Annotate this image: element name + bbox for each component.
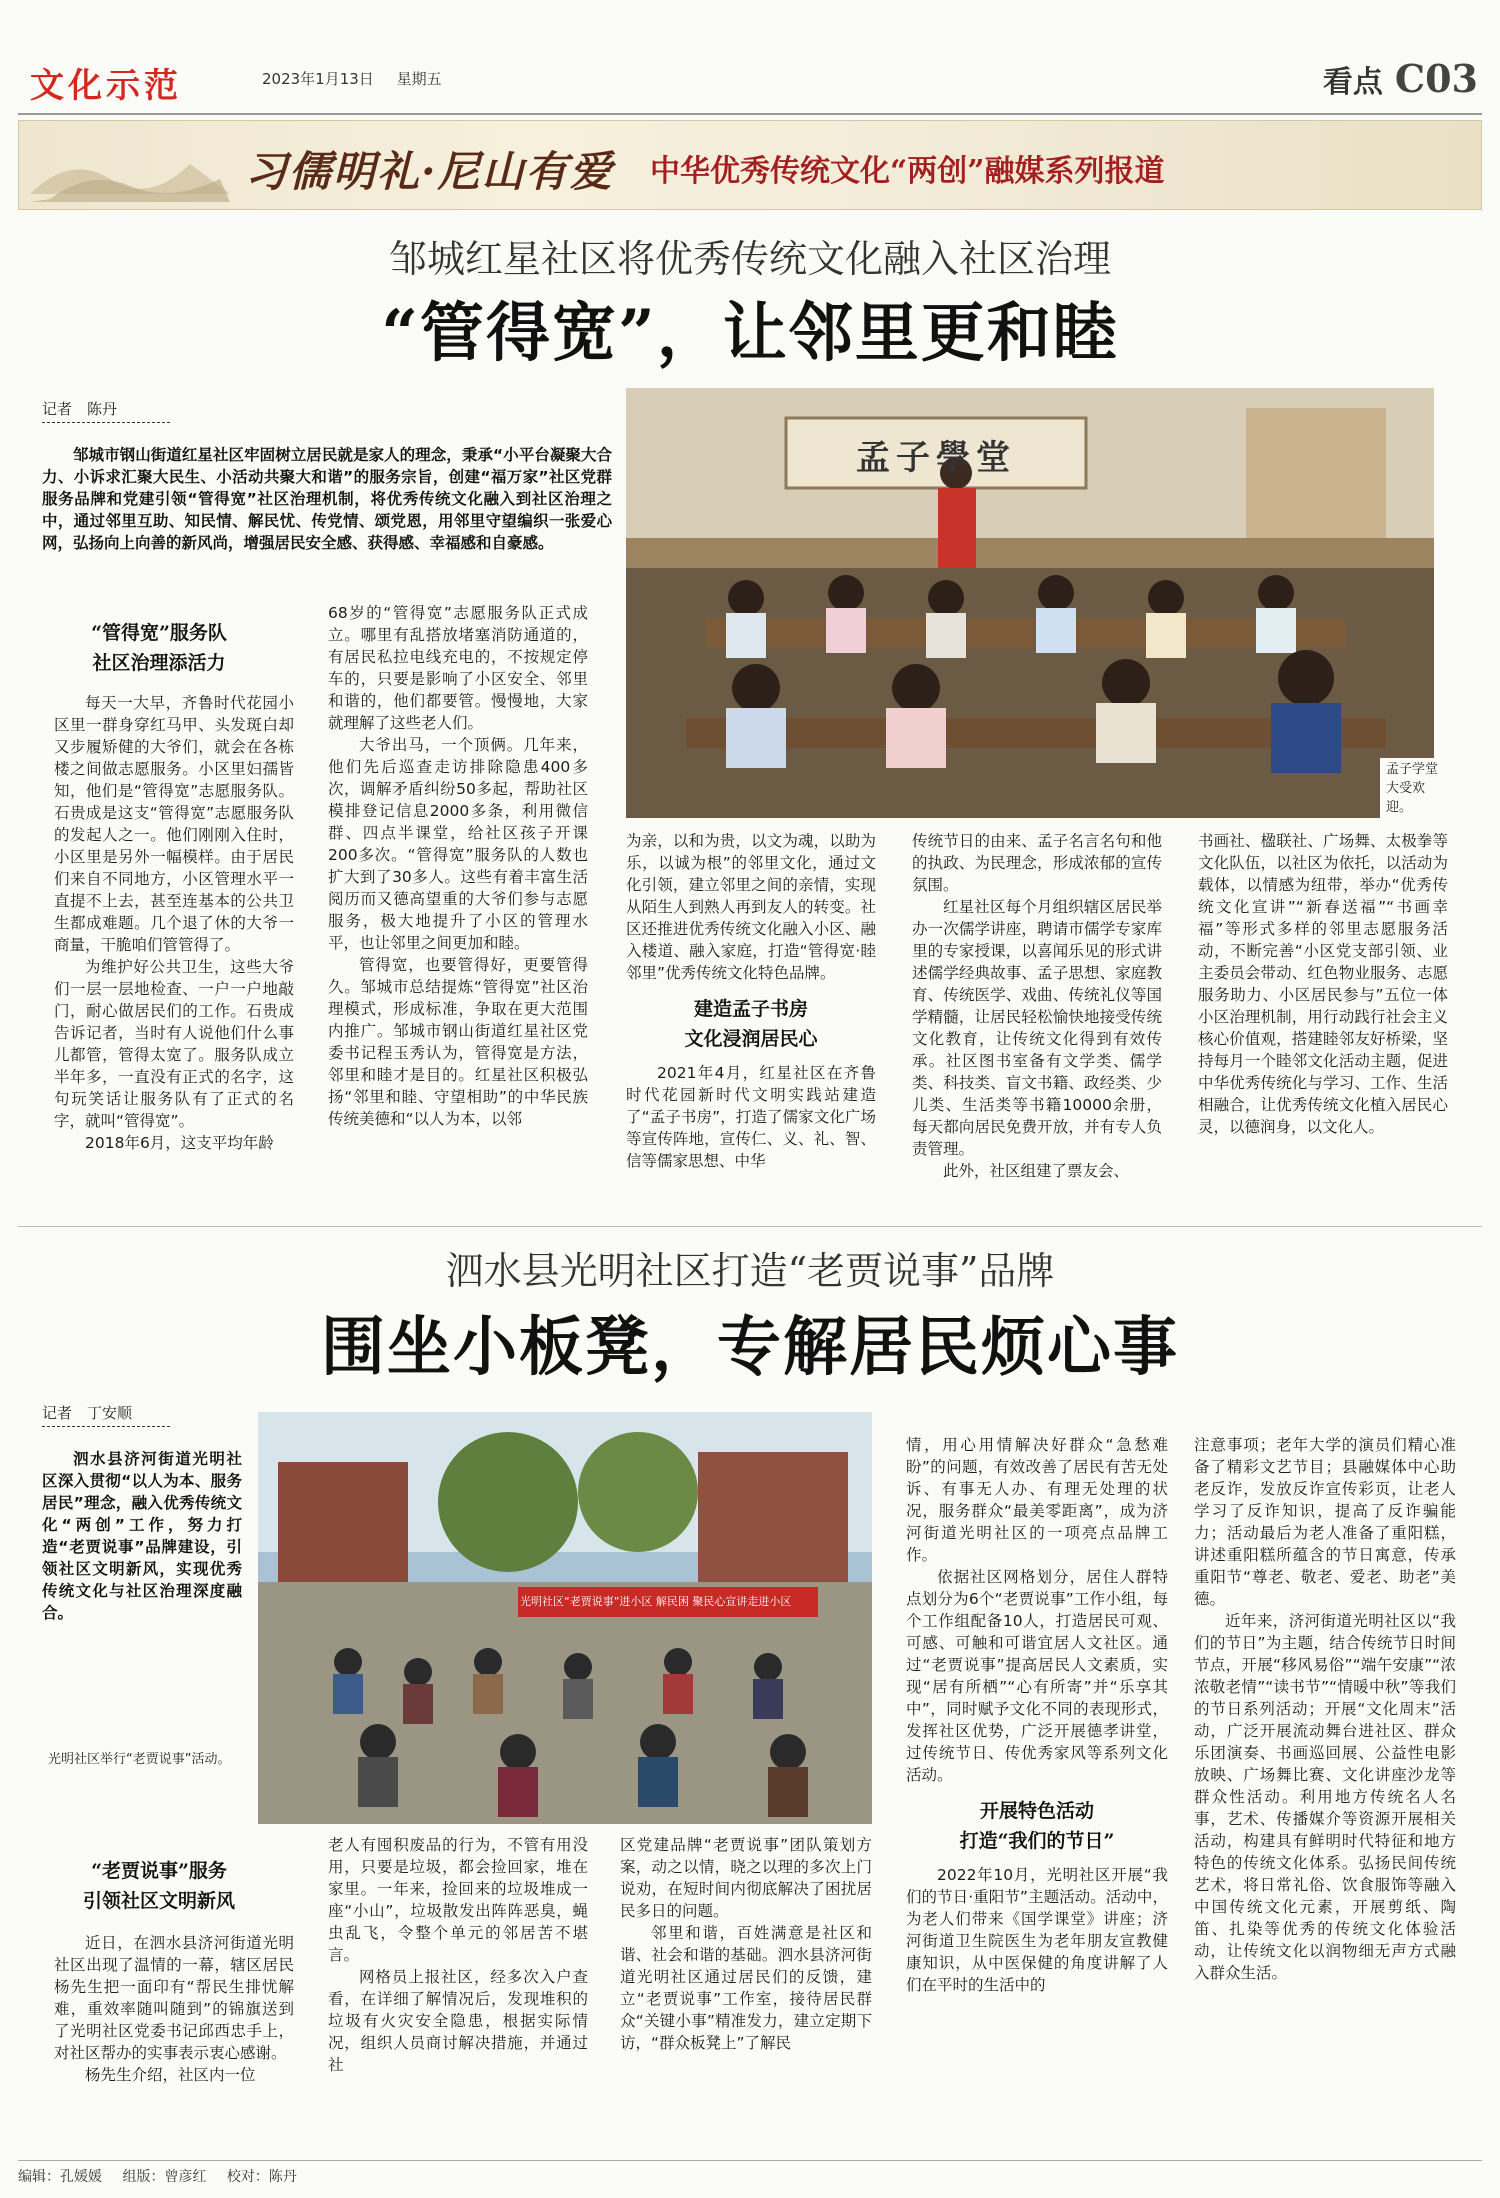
article1-lead: 邹城市钢山街道红星社区牢固树立居民就是家人的理念，秉承“小平台凝聚大合力、小诉求汇聚大民生、小活动共聚大和谐”的服务宗旨，创建“福万家”社区党群服务品牌和党建引领“管得宽”社区治理机制，将优秀传统文化融入到社区治理之中，通过邻里互助、知民情、解民忧、传党情、颂党恩，用邻里守望编织一张爱心网，弘扬向上向善的新风尚，增强居民安全感、获得感、幸福感和自豪感。 [42, 446, 612, 552]
paragraph: 区党建品牌“老贾说事”团队策划方案，动之以情，晓之以理的多次上门说劝，在短时间内彻底解决了困扰居民多日的问题。 [620, 1836, 872, 1920]
photo2-caption: 光明社区举行“老贾说事”活动。 [48, 1752, 231, 1767]
paragraph: 为维护好公共卫生，这些大爷们一层一层地检查、一户一户地敲门，耐心做居民们的工作。石贵成告诉记者，当时有人说他们什么事儿都管，管得太宽了。服务队成立半年多，一直没有正式的名字，这句玩笑话让服务队有了正式的名字，就叫“管得宽”。 [54, 958, 294, 1130]
community-gathering-photo-image [258, 1412, 872, 1824]
paragraph: 每天一大早，齐鲁时代花园小区里一群身穿红马甲、头发斑白却又步履矫健的大爷们，就会在各栋楼之间做志愿服务。小区里妇孺皆知，他们是“管得宽”志愿服务队。石贵成是这支“管得宽”志愿服务队的发起人之一。他们刚刚入住时，小区里是另外一幅模样。由于居民们来自不同地方，小区管理水平一直提不上去，甚至连基本的公共卫生都成难题。几个退了休的大爷一商量，干脆咱们管管得了。 [54, 694, 294, 954]
paragraph: 情，用心用情解决好群众“急愁难盼”的问题，有效改善了居民有苦无处诉、有事无人办、有理无处理的状况，服务群众“最美零距离”，成为济河街道光明社区的一项亮点品牌工作。 [906, 1436, 1168, 1564]
subhead1-line1: “老贾说事”服务 [91, 1860, 227, 1882]
section-label: 看点 [1322, 65, 1383, 100]
subhead2-line1: 开展特色活动 [979, 1800, 1094, 1822]
article2-col4 [1194, 1434, 1456, 2154]
article2-byline: 记者 丁安顺 [42, 1404, 133, 1422]
paragraph: 杨先生介绍，社区内一位 [85, 2066, 256, 2084]
credits-footer [18, 2166, 313, 2186]
article1-col2 [328, 602, 588, 1212]
paragraph: 2022年10月，光明社区开展“我们的节日·重阳节”主题活动。活动中，为老人们带来《国学课堂》讲座；济河街道卫生院医生为老年朋友宣教健康知识，从中医保健的角度讲解了人们在平时的生活中的 [906, 1866, 1168, 1994]
subhead1-line1: “管得宽”服务队 [91, 622, 227, 644]
paragraph: 注意事项；老年大学的演员们精心准备了精彩文艺节目；县融媒体中心助老反诈，发放反诈宣传彩页，让老人学习了反诈知识，提高了反诈骗能力；活动最后为老人准备了重阳糕，讲述重阳糕所蕴含的节日寓意，传承重阳节“尊老、敬老、爱老、助老”美德。 [1194, 1436, 1456, 1608]
paragraph: 邻里和谐，百姓满意是社区和谐、社会和谐的基础。泗水县济河街道光明社区通过居民们的反馈，建立“老贾说事”工作室，接待居民群众“关键小事”精准发力，建立定期下访，“群众板凳上”了解民 [620, 1924, 872, 2052]
article1-kicker: 邹城红星社区将优秀传统文化融入社区治理 [388, 237, 1111, 281]
photo-sign-text: 孟子學堂 [856, 438, 1016, 478]
banner-slogan: 习儒明礼·尼山有爱 [245, 147, 614, 196]
subhead1-line2: 社区治理添活力 [92, 652, 226, 674]
photo1-caption: 孟子学堂大受欢迎。 [1380, 758, 1440, 819]
section-divider [18, 1226, 1482, 1227]
classroom-photo [626, 388, 1434, 818]
article2-kicker: 泗水县光明社区打造“老贾说事”品牌 [445, 1249, 1055, 1293]
paragraph: 大爷出马，一个顶俩。几年来，他们先后巡查走访排除隐患400多次，调解矛盾纠纷50多起，帮助社区模排登记信息2000多条，利用微信群、四点半课堂，给社区孩子开课200多次。“管得宽”服务队的人数也扩大到了30多人。这些有着丰富生活阅历而又德高望重的大爷们参与志愿服务，极大地提升了小区的管理水平，也让邻里之间更加和睦。 [328, 736, 588, 952]
editor-credit: 编辑：孔媛媛 [18, 2169, 102, 2185]
byline-divider [42, 422, 170, 423]
article2-lead: 泗水县济河街道光明社区深入贯彻“以人为本、服务居民”理念，融入优秀传统文化“两创”工作，努力打造“老贾说事”品牌建设，引领社区文明新风，实现优秀传统文化与社区治理深度融合。 [42, 1450, 242, 1622]
weekday-text: 星期五 [396, 70, 442, 88]
issue-date [262, 68, 460, 89]
paragraph: 近日，在泗水县济河街道光明社区出现了温情的一幕，辖区居民杨先生把一面印有“帮民生排忧解难，重效率随叫随到”的锦旗送到了光明社区党委书记邱西忠手上，对社区帮办的实事表示衷心感谢。 [54, 1934, 294, 2062]
article2-headline: 围坐小板凳，专解居民烦心事 [321, 1310, 1179, 1385]
article1-byline: 记者 陈丹 [42, 400, 118, 418]
byline-divider [42, 1426, 170, 1427]
newspaper-brand: 文化示范 [30, 66, 182, 106]
layout-credit: 组版：曾彦红 [122, 2169, 207, 2185]
subhead2-line2: 打造“我们的节日” [959, 1830, 1115, 1852]
photo-banner-text: 光明社区“老贾说事”进小区 解民困 聚民心宣讲走进小区 [520, 1595, 792, 1608]
article2-col3 [906, 1434, 1168, 2154]
paragraph: 2021年4月，红星社区在齐鲁时代花园新时代文明实践站建造了“孟子书房”，打造了儒家文化广场等宣传阵地，宣传仁、义、礼、智、信等儒家思想、中华 [626, 1064, 876, 1170]
paragraph: 近年来，济河街道光明社区以“我们的节日”为主题，结合传统节日时间节点，开展“移风易俗”“端午安康”“浓浓敬老情”“读书节”“情暖中秋”等我们的节日系列活动；开展“文化周末”活动，广泛开展流动舞台进社区、群众乐团演奏、书画巡回展、公益性电影放映、广场舞比赛、文化讲座沙龙等群众性活动。利用地方传统名人名事，艺术、传播媒介等资源开展相关活动，构建具有鲜明时代特征和地方特色的传统文化体系。弘扬民间传统艺术，将日常礼俗、饮食服饰等融入中国传统文化元素，开展剪纸、陶笛、扎染等优秀的传统文化体验活动，让传统文化以润物细无声方式融入群众生活。 [1194, 1612, 1456, 1982]
article2-col2 [328, 1834, 588, 2154]
paragraph: 此外，社区组建了票友会、 [943, 1162, 1130, 1180]
subhead2-line2: 文化浸润居民心 [684, 1028, 818, 1050]
article1-headline: “管得宽”，让邻里更和睦 [381, 296, 1119, 371]
article2-subhead2 [906, 1796, 1168, 1856]
community-gathering-photo [258, 1412, 872, 1824]
article1-subhead1 [54, 618, 264, 678]
paragraph: 书画社、楹联社、广场舞、太极拳等文化队伍，以社区为依托，以活动为载体，以情感为纽带，举办“优秀传统文化宣讲”“新春送福”“书画幸福”等形式多样的邻里志愿服务活动，不断完善“小区党支部引领、业主委员会带动、红色物业服务、志愿服务助力、小区居民参与”五位一体小区治理机制，用行动践行社会主义核心价值观，搭建睦邻友好桥梁，坚持每月一个睦邻文化活动主题，促进中华优秀传统化与学习、工作、生活相融合，让优秀传统文化植入居民心灵，以德润身，以文化人。 [1198, 832, 1448, 1136]
paragraph: 为亲，以和为贵，以文为魂，以助为乐，以诚为根”的邻里文化，通过文化引领，建立邻里之间的亲情，实现从陌生人到熟人再到友人的转变。社区还推进优秀传统文化融入小区、融入楼道、融入家庭，打造“管得宽·睦邻里”优秀传统文化特色品牌。 [626, 832, 876, 982]
paragraph: 红星社区每个月组织辖区居民举办一次儒学讲座，聘请市儒学专家库里的专家授课，以喜闻乐见的形式讲述儒学经典故事、孟子思想、家庭教育、传统医学、戏曲、传统礼仪等国学精髓，让居民轻松愉快地接受传统文化教育，让传统文化得到有效传承。社区图书室备有文学类、儒学类、科技类、盲文书籍、政经类、少儿类、生活类等书籍10000余册，每天都向居民免费开放，并有专人负责管理。 [912, 898, 1162, 1158]
paragraph: 2018年6月，这支平均年龄 [85, 1134, 274, 1152]
page-label [1323, 56, 1478, 101]
paragraph: 老人有囤积废品的行为，不管有用没用，只要是垃圾，都会捡回家，堆在家里。一年来，捡回来的垃圾堆成一座“小山”，垃圾散发出阵阵恶臭，蝇虫乱飞，令整个单元的邻居苦不堪言。 [328, 1836, 588, 1964]
article1-col4 [912, 830, 1162, 1212]
article2-subhead1 [54, 1856, 264, 1916]
subhead1-line2: 引领社区文明新风 [82, 1890, 235, 1912]
paragraph: 网格员上报社区，经多次入户查看，在详细了解情况后，发现堆积的垃圾有火灾安全隐患，根据实际情况，组织人员商讨解决措施，并通过社 [328, 1968, 588, 2074]
article1-col5 [1198, 830, 1448, 1212]
article1-col3 [626, 830, 876, 1212]
paragraph: 68岁的“管得宽”志愿服务队正式成立。哪里有乱搭放堵塞消防通道的，有居民私拉电线充电的，不按规定停车的，只要是影响了小区安全、邻里和谐的，他们都要管。慢慢地，大家就理解了这些老人们。 [328, 604, 588, 732]
date-text: 2023年1月13日 [262, 70, 374, 88]
footer-divider [18, 2160, 1482, 2161]
article1-col1 [54, 692, 294, 1212]
paragraph: 传统节日的由来、孟子名言名句和他的执政、为民理念，形成浓郁的宣传氛围。 [912, 832, 1162, 894]
paragraph: 管得宽，也要管得好，更要管得久。邹城市总结提炼“管得宽”社区治理模式，形成标准，争取在更大范围内推广。邹城市钢山街道红星社区党委书记程玉秀认为，管得宽是方法，邻里和睦才是目的。红星社区积极弘扬“邻里和睦、守望相助”的中华民族传统美德和“以人为本，以邻 [328, 956, 588, 1128]
ink-landscape-icon [30, 124, 230, 204]
article2-col1 [54, 1932, 294, 2154]
banner-series-title: 中华优秀传统文化“两创”融媒系列报道 [650, 154, 1165, 189]
article1-subhead2 [626, 994, 876, 1054]
paragraph: 依据社区网格划分，居住人群特点划分为6个“老贾说事”工作小组，每个工作组配备10人，打造居民可观、可感、可触和可谐宜居人文社区。通过“老贾说事”提高居民人文素质，实现“居有所栖”“心有所寄”并“乐享其中”，同时赋予文化不同的表现形式，发挥社区优势，广泛开展德孝讲堂，过传统节日、传优秀家风等系列文化活动。 [906, 1568, 1168, 1784]
article2-col-mid [620, 1834, 872, 2154]
proof-credit: 校对：陈丹 [226, 2169, 297, 2185]
header-divider [18, 113, 1482, 115]
page-number: C03 [1394, 56, 1478, 101]
subhead2-line1: 建造孟子书房 [693, 998, 808, 1020]
